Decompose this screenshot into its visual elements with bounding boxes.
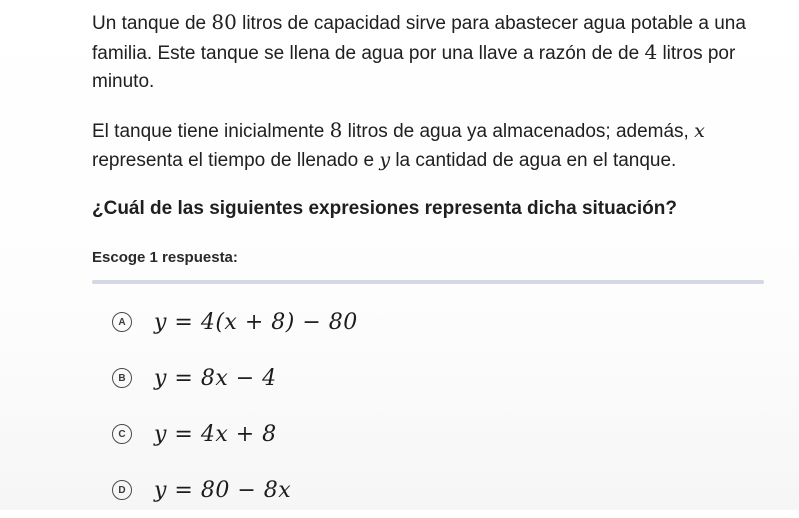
question-prompt: ¿Cuál de las siguientes expresiones representa dicha situación? — [92, 198, 677, 219]
radio-letter-icon[interactable]: C — [112, 424, 132, 444]
choice-expression: y = 4(x + 8) − 80 — [154, 309, 358, 335]
choice-b[interactable] — [92, 350, 782, 406]
variable-x: x — [694, 120, 705, 142]
problem-text: Un tanque de — [92, 13, 212, 34]
initial-volume-number: 8 — [329, 118, 343, 142]
choice-expression: y = 4x + 8 — [154, 421, 277, 447]
problem-text: litros de capacidad sirve para abastecer agua potable a una familia. Este tanque se llena de agua por una llave a razón de de — [92, 13, 746, 64]
problem-text: El tanque tiene inicialmente — [92, 121, 330, 142]
problem-paragraph-1 — [92, 8, 782, 96]
answer-choices — [92, 294, 782, 518]
radio-letter-icon[interactable]: D — [112, 480, 132, 500]
radio-letter-icon[interactable]: B — [112, 368, 132, 388]
choice-c[interactable] — [92, 406, 782, 462]
rate-number: 4 — [644, 40, 658, 64]
answer-instructions: Escoge 1 respuesta: — [92, 249, 238, 266]
problem-text: litros por minuto. — [92, 43, 736, 92]
problem-paragraph-2 — [92, 116, 782, 175]
choice-expression: y = 80 − 8x — [154, 477, 292, 503]
problem-text: litros de agua ya almacenados; además, — [342, 121, 695, 142]
problem-text: representa el tiempo de llenado e — [92, 150, 380, 171]
capacity-number: 80 — [211, 10, 237, 34]
exercise-content — [92, 8, 782, 518]
divider — [92, 280, 764, 284]
choice-expression: y = 8x − 4 — [154, 365, 277, 391]
radio-letter-icon[interactable]: A — [112, 312, 132, 332]
problem-text: la cantidad de agua en el tanque. — [390, 150, 677, 171]
variable-y: y — [379, 149, 391, 171]
choice-a[interactable] — [92, 294, 782, 350]
